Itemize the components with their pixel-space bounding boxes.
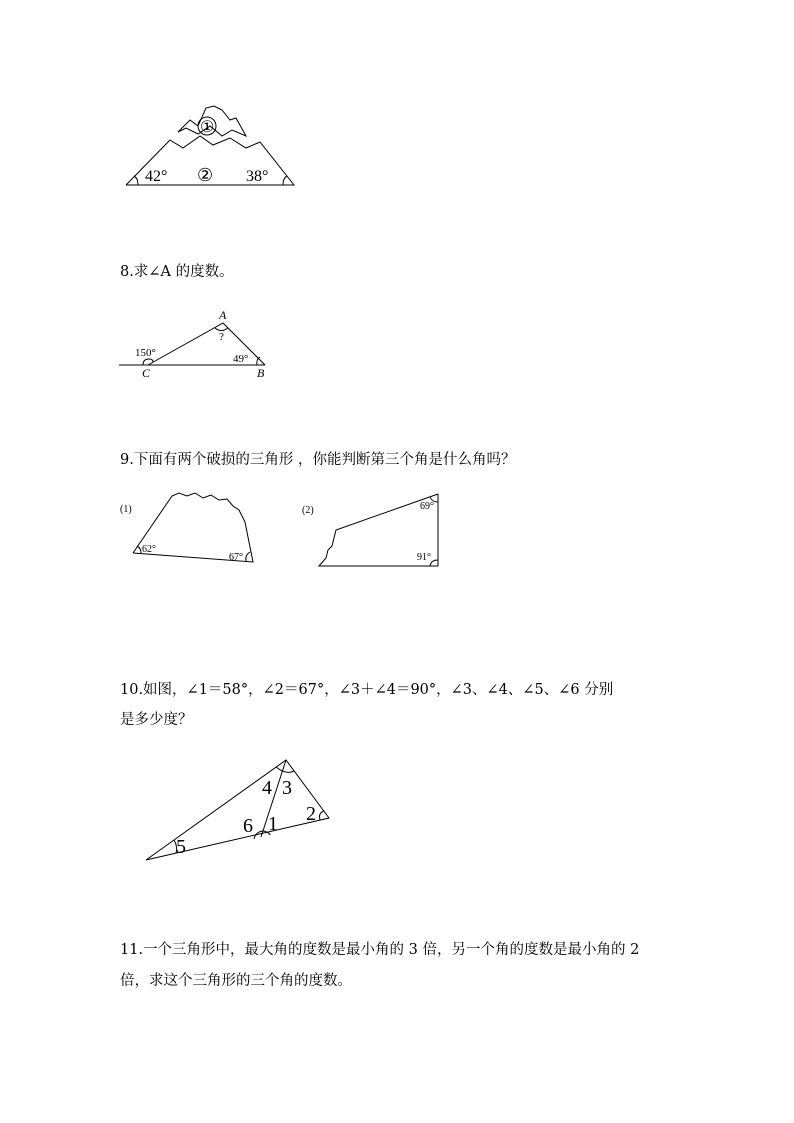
angle-5-label: 5 (176, 836, 186, 858)
triangle-2-bottom-angle: 91° (417, 552, 431, 563)
triangle-1-left-angle: 62° (142, 544, 156, 555)
figure-broken-triangle-1 (115, 490, 260, 570)
angle-right-label: 38° (246, 168, 269, 185)
figure-triangle-abc (115, 305, 275, 380)
triangle-1-label: (1) (120, 504, 132, 515)
angle-1-label: 1 (268, 813, 278, 835)
angle-left-label: 42° (145, 168, 168, 185)
triangle-2-label: (2) (302, 505, 314, 516)
question-10-line-2: 是多少度？ (120, 712, 193, 728)
figure-broken-triangle-2 (298, 488, 448, 573)
piece-1-label: ① (200, 119, 215, 136)
question-10-line-1: 10.如图，∠1＝58°，∠2＝67°，∠3＋∠4＝90°，∠3、∠4、∠5、∠6 分别 (120, 682, 614, 698)
triangle-2-top-angle: 69° (420, 501, 434, 512)
figure-triangle-angles (140, 755, 340, 865)
vertex-a-label: A (219, 308, 227, 322)
triangle-1-right-angle: 67° (229, 552, 243, 563)
angle-b-label: 49° (233, 353, 249, 365)
question-11-line-2: 倍，求这个三角形的三个角的度数。 (120, 973, 352, 989)
figure-broken-triangle (118, 100, 308, 195)
exterior-angle-label: 150° (135, 347, 156, 359)
question-8: 8.求∠A 的度数。 (120, 264, 234, 280)
angle-3-label: 3 (282, 777, 292, 799)
angle-6-label: 6 (243, 815, 253, 837)
question-9: 9.下面有两个破损的三角形 ，你能判断第三个角是什么角吗？ (120, 452, 516, 468)
vertex-b-label: B (257, 366, 265, 380)
angle-2-label: 2 (306, 803, 316, 825)
vertex-c-label: C (142, 366, 151, 380)
unknown-angle-label: ? (219, 331, 224, 343)
question-11-line-1: 11.一个三角形中，最大角的度数是最小角的 3 倍，另一个角的度数是最小角的 2 (120, 942, 640, 958)
angle-4-label: 4 (262, 777, 272, 799)
piece-2-label: ② (197, 165, 214, 185)
